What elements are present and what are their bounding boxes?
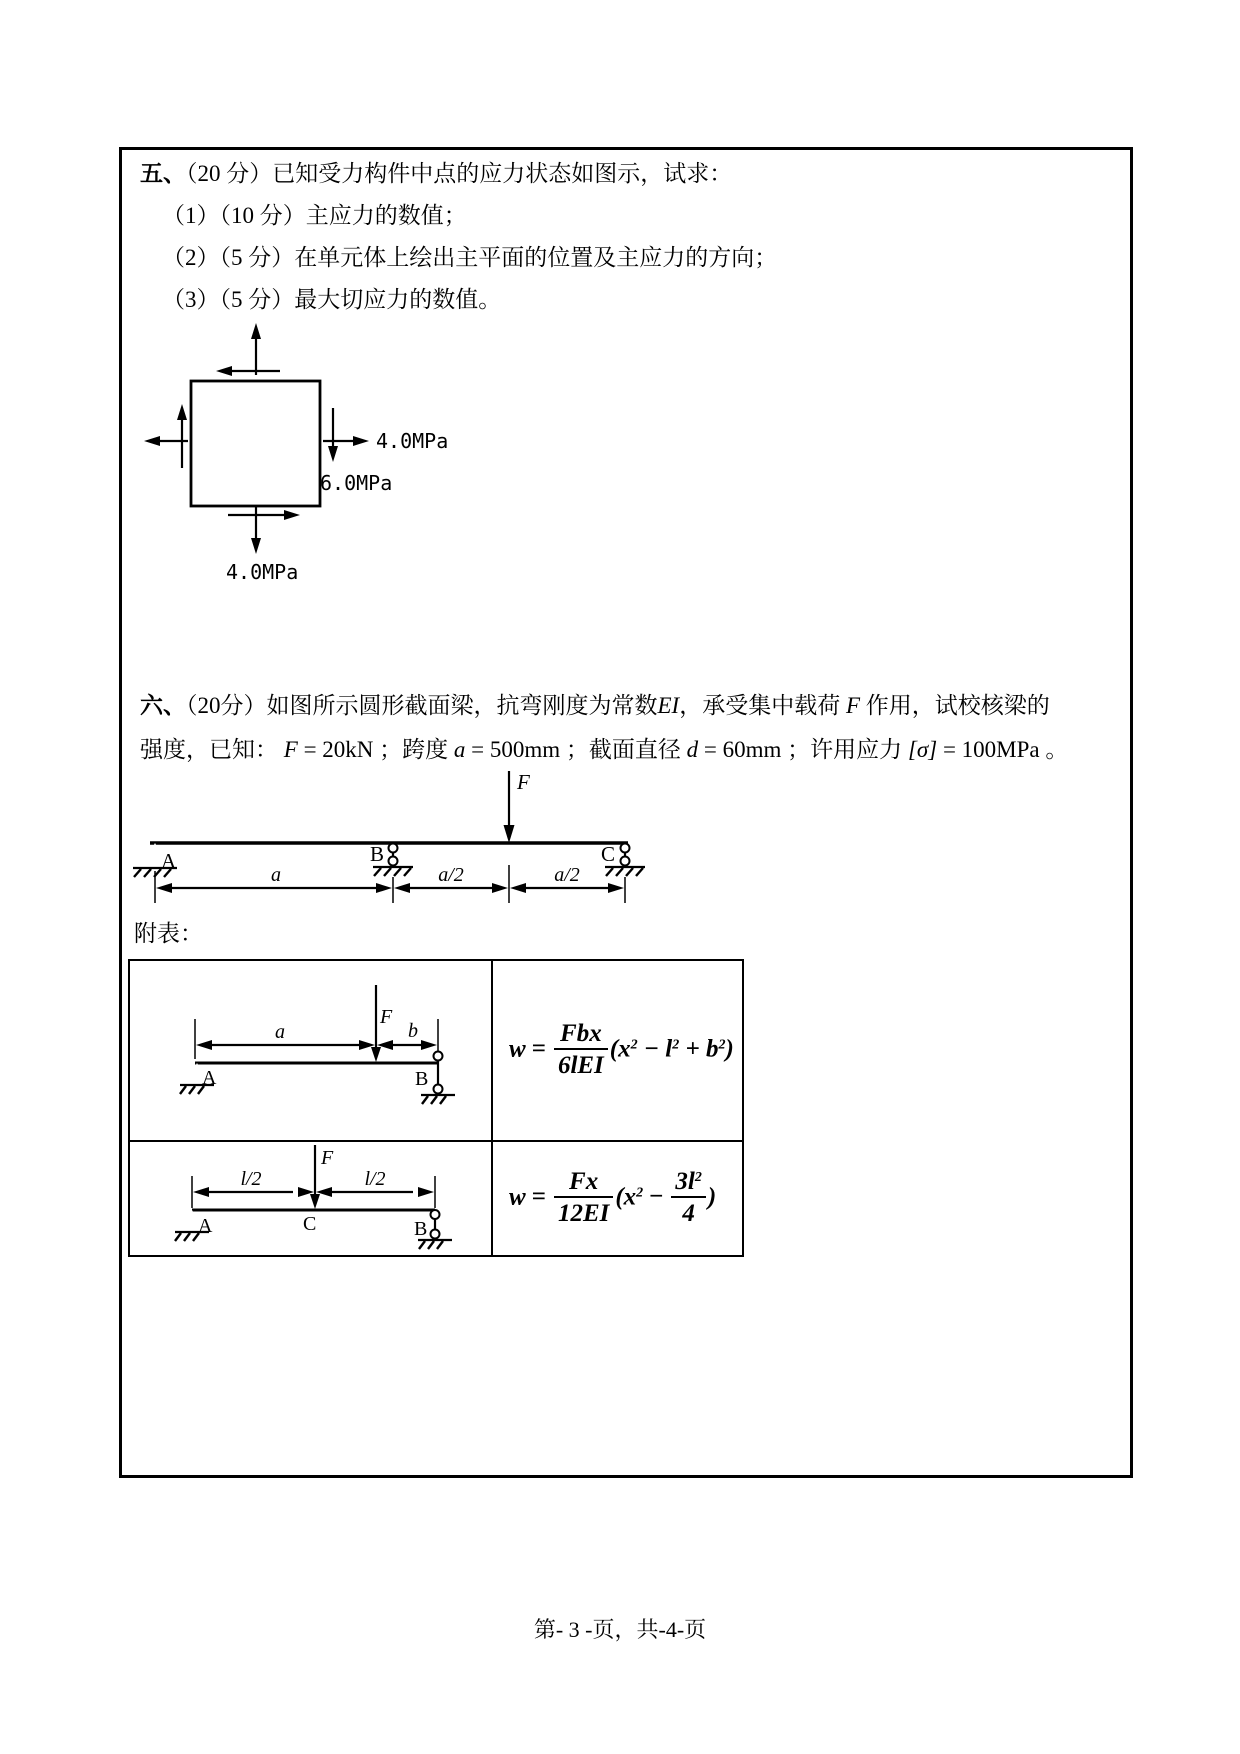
q6-l1-text2: ，承受集中载荷: [679, 693, 846, 718]
support-A-label: A: [161, 849, 177, 873]
force-F-arrow: [504, 771, 515, 843]
f1-s1: 2: [630, 1037, 638, 1053]
q6-var-EI: EI: [657, 693, 680, 718]
tau-left-arrow: [177, 404, 187, 468]
table2-force-F-arrow: [310, 1145, 320, 1209]
f1-denominator: 6lEI: [554, 1048, 608, 1081]
stress-square: [191, 381, 320, 506]
q6-l1-text1: （20分）如图所示圆形截面梁，抗弯刚度为常数: [186, 693, 658, 718]
appendix-table-row-1: [130, 961, 742, 1142]
f1-numerator: Fbx: [560, 1019, 602, 1047]
f1-t4: ): [725, 1035, 734, 1063]
table2-support-B-label: B: [414, 1218, 428, 1240]
question5-item-3: （3）（5 分）最大切应力的数值。: [162, 287, 502, 312]
dim-a2-label-1: a/2: [438, 864, 464, 886]
f2-eq: =: [531, 1183, 546, 1211]
sigma-top-arrow: [251, 323, 261, 375]
table1-dim-b-label: b: [408, 1020, 418, 1042]
sigma-bottom-label: 4.0MPa: [226, 560, 299, 584]
question5-item-1: （1）（10 分）主应力的数值；: [162, 203, 467, 228]
table2-point-C-label: C: [303, 1213, 317, 1235]
deflection-formula-2-cell: [493, 1142, 742, 1255]
table-beam-diagram-1-cell: [130, 961, 493, 1140]
f1-t1: (x: [609, 1035, 631, 1063]
q6-l2-text2: = 20kN ；跨度: [297, 737, 454, 762]
table2-dim-l2-label-1: l/2: [240, 1168, 262, 1190]
f1-t2: − l: [637, 1035, 673, 1063]
page-footer: 第- 3 -页，共-4-页: [533, 1617, 707, 1642]
q6-l2-text4: = 60mm ；许用应力: [698, 737, 908, 762]
table-beam-diagram-2-cell: [130, 1142, 493, 1255]
f2-denominator: 12EI: [554, 1196, 613, 1229]
deflection-formula-2: [509, 1168, 716, 1230]
question6-heading-line1: [140, 692, 1050, 720]
table1-dim-a-label: a: [275, 1021, 285, 1043]
f2-s1: 2: [636, 1185, 644, 1201]
q6-var-F: F: [845, 693, 861, 718]
dim-a2-label-2: a/2: [554, 864, 580, 886]
table2-dim-l2-label-2: l/2: [364, 1168, 386, 1190]
f1-s2: 2: [672, 1037, 680, 1053]
sigma-bottom-arrow: [251, 506, 261, 554]
beam-diagram: [130, 755, 670, 910]
table1-force-F-label: F: [380, 1006, 393, 1028]
table2-force-F-label: F: [321, 1147, 334, 1169]
q6-given-d: d: [686, 737, 699, 762]
table1-support-B-label: B: [415, 1068, 429, 1090]
deflection-formula-1-cell: [493, 961, 742, 1140]
sigma-right-arrow: [323, 436, 369, 446]
stress-element-diagram: [130, 318, 460, 608]
support-B-label: B: [370, 842, 385, 866]
tau-label: 6.0MPa: [320, 471, 393, 495]
f2-minus: −: [649, 1183, 664, 1211]
q6-given-a: a: [453, 737, 466, 762]
f1-w: w: [509, 1035, 526, 1063]
q6-l2-text1: 强度，已知：: [140, 737, 284, 762]
q6-l1-text3: 作用，试校核梁的: [860, 693, 1050, 718]
table-beam-diagram-1: [130, 961, 486, 1136]
q6-l2-text3: = 500mm ；截面直径: [465, 737, 687, 762]
f2-fraction: [554, 1168, 613, 1230]
dim-a-label: a: [271, 864, 281, 886]
f2-inner-fraction: [671, 1168, 705, 1230]
question6-number: 六、: [140, 693, 186, 718]
f2-fnum: 3l: [675, 1167, 695, 1195]
table2-support-A-label: A: [198, 1215, 213, 1237]
f2-fden: 4: [671, 1196, 705, 1229]
table-beam-diagram-2: [130, 1142, 486, 1254]
tau-top-arrow: [216, 366, 280, 376]
f2-t1: (x: [615, 1183, 637, 1211]
question5-number: 五、: [140, 161, 186, 186]
tau-bottom-arrow: [228, 510, 300, 520]
f2-numerator: Fx: [569, 1167, 599, 1195]
f2-fsup: 2: [694, 1169, 702, 1185]
f2-t3: ): [707, 1183, 717, 1211]
f1-fraction: [554, 1020, 608, 1082]
f2-inner-numerator: [671, 1168, 705, 1197]
question5-heading-text: （20 分）已知受力构件中点的应力状态如图示，试求：: [186, 161, 733, 186]
support-C-label: C: [601, 842, 616, 866]
f1-s3: 2: [718, 1037, 726, 1053]
force-F-label: F: [517, 770, 530, 794]
f2-w: w: [509, 1183, 526, 1211]
question5-item-2: （2）（5 分）在单元体上绘出主平面的位置及主应力的方向；: [162, 245, 778, 270]
appendix-label: 附表：: [134, 921, 203, 946]
table1-dimension-lines: [196, 1040, 437, 1050]
q6-given-F: F: [283, 737, 298, 762]
q6-given-sigma: [σ]: [907, 737, 938, 762]
appendix-table: [128, 959, 744, 1257]
question5-heading: [140, 160, 732, 188]
sigma-right-label: 4.0MPa: [376, 429, 449, 453]
tau-right-arrow: [328, 408, 338, 462]
exam-border-box: [119, 147, 1133, 1478]
appendix-table-row-2: [130, 1142, 742, 1255]
q6-l2-text5: = 100MPa 。: [937, 737, 1069, 762]
deflection-formula-1: [509, 1020, 734, 1082]
table1-support-A-label: A: [202, 1067, 217, 1089]
f1-eq: =: [531, 1035, 546, 1063]
f1-t3: + b: [679, 1035, 719, 1063]
